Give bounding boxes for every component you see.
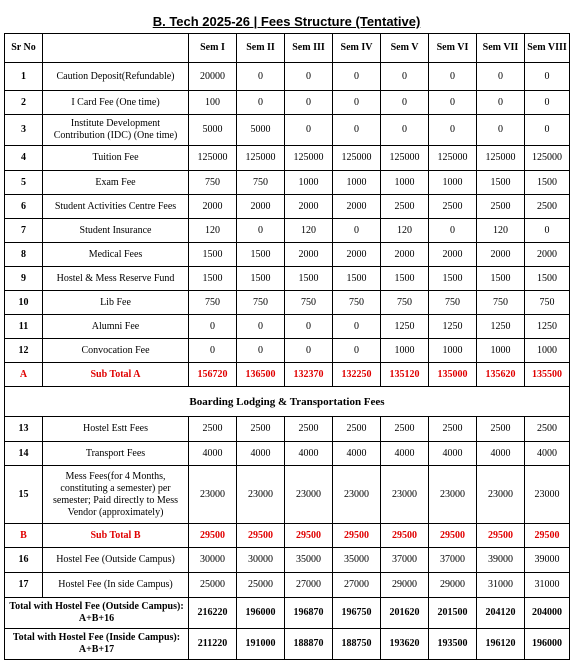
fee-value: 0: [285, 339, 333, 363]
serial-number: 17: [5, 573, 43, 598]
fee-row: [5, 115, 570, 146]
fee-name: Hostel & Mess Reserve Fund: [43, 267, 189, 291]
fee-value: 125000: [333, 146, 381, 171]
fee-row: [5, 291, 570, 315]
fee-value: 750: [189, 171, 237, 195]
fee-value: 120: [477, 219, 525, 243]
fee-value: 750: [333, 291, 381, 315]
fee-value: 2000: [237, 195, 285, 219]
total-value: 188870: [285, 629, 333, 660]
fee-value: 23000: [333, 466, 381, 524]
serial-number: 16: [5, 548, 43, 573]
total-value: 193500: [429, 629, 477, 660]
fee-name: Caution Deposit(Refundable): [43, 63, 189, 91]
fee-row: [5, 442, 570, 466]
fee-row: [5, 63, 570, 91]
fee-value: 125000: [381, 146, 429, 171]
serial-number: 8: [5, 243, 43, 267]
serial-number: 14: [5, 442, 43, 466]
fee-row: [5, 315, 570, 339]
fee-value: 0: [381, 115, 429, 146]
total-row: [5, 598, 570, 629]
subtotal-value: 29500: [429, 524, 477, 548]
fee-value: 0: [237, 315, 285, 339]
fee-value: 1500: [189, 243, 237, 267]
fee-value: 23000: [237, 466, 285, 524]
fee-value: 4000: [237, 442, 285, 466]
fee-value: 2500: [429, 195, 477, 219]
fee-name: Convocation Fee: [43, 339, 189, 363]
subtotal-value: 29500: [477, 524, 525, 548]
fee-value: 25000: [189, 573, 237, 598]
fee-value: 1500: [381, 267, 429, 291]
fee-value: 0: [285, 91, 333, 115]
fee-value: 125000: [237, 146, 285, 171]
fee-value: 1000: [429, 171, 477, 195]
serial-number: 11: [5, 315, 43, 339]
fee-value: 2000: [189, 195, 237, 219]
fee-row: [5, 573, 570, 598]
subtotal-value: 135620: [477, 363, 525, 387]
fee-value: 2000: [477, 243, 525, 267]
subtotal-b-row: [5, 524, 570, 548]
fees-table-body: [5, 34, 570, 660]
fee-value: 750: [429, 291, 477, 315]
fee-value: 2500: [429, 417, 477, 442]
fee-value: 750: [237, 171, 285, 195]
subtotal-value: 135120: [381, 363, 429, 387]
fee-value: 1000: [381, 171, 429, 195]
fee-value: 4000: [189, 442, 237, 466]
fee-value: 1000: [381, 339, 429, 363]
subtotal-value: 135500: [525, 363, 570, 387]
fees-table: [4, 33, 570, 660]
section-header-row: [5, 387, 570, 417]
fee-value: 2500: [477, 195, 525, 219]
total-value: 196000: [237, 598, 285, 629]
fee-value: 750: [237, 291, 285, 315]
subtotal-value: 29500: [237, 524, 285, 548]
fee-value: 25000: [237, 573, 285, 598]
fee-value: 1500: [477, 267, 525, 291]
fee-value: 0: [237, 219, 285, 243]
fee-row: [5, 548, 570, 573]
fee-value: 27000: [285, 573, 333, 598]
fee-value: 1000: [525, 339, 570, 363]
fee-value: 0: [333, 339, 381, 363]
header-semester: Sem III: [285, 34, 333, 63]
fee-row: [5, 466, 570, 524]
fee-value: 120: [189, 219, 237, 243]
fee-value: 0: [333, 91, 381, 115]
fee-value: 125000: [429, 146, 477, 171]
fee-row: [5, 417, 570, 442]
fee-value: 23000: [525, 466, 570, 524]
fee-value: 4000: [333, 442, 381, 466]
serial-number: 1: [5, 63, 43, 91]
fee-value: 5000: [237, 115, 285, 146]
fee-value: 23000: [285, 466, 333, 524]
fee-value: 2500: [189, 417, 237, 442]
total-value: 191000: [237, 629, 285, 660]
subtotal-value: 156720: [189, 363, 237, 387]
total-value: 211220: [189, 629, 237, 660]
fee-value: 1250: [429, 315, 477, 339]
fee-value: 23000: [189, 466, 237, 524]
subtotal-value: 132250: [333, 363, 381, 387]
serial-number: 6: [5, 195, 43, 219]
fee-value: 0: [477, 115, 525, 146]
fee-value: 1500: [525, 171, 570, 195]
fee-value: 29000: [381, 573, 429, 598]
fee-value: 0: [525, 63, 570, 91]
fee-value: 2500: [333, 417, 381, 442]
fee-value: 0: [189, 339, 237, 363]
serial-number: 7: [5, 219, 43, 243]
total-label: Total with Hostel Fee (Outside Campus): A+B+16: [5, 598, 189, 629]
fee-value: 125000: [525, 146, 570, 171]
fee-value: 0: [525, 115, 570, 146]
serial-number: 2: [5, 91, 43, 115]
fee-row: [5, 91, 570, 115]
fee-value: 1000: [477, 339, 525, 363]
fee-value: 20000: [189, 63, 237, 91]
subtotal-sr: B: [5, 524, 43, 548]
serial-number: 15: [5, 466, 43, 524]
fee-value: 2000: [333, 243, 381, 267]
fee-value: 29000: [429, 573, 477, 598]
total-value: 188750: [333, 629, 381, 660]
fee-value: 2500: [381, 195, 429, 219]
total-label: Total with Hostel Fee (Inside Campus): A+B+17: [5, 629, 189, 660]
fee-row: [5, 219, 570, 243]
fee-value: 37000: [381, 548, 429, 573]
fee-value: 120: [285, 219, 333, 243]
total-value: 196870: [285, 598, 333, 629]
fee-name: Student Activities Centre Fees: [43, 195, 189, 219]
fee-value: 0: [429, 63, 477, 91]
subtotal-value: 29500: [381, 524, 429, 548]
total-value: 196120: [477, 629, 525, 660]
fee-value: 2500: [381, 417, 429, 442]
fee-value: 2000: [285, 195, 333, 219]
fee-value: 1000: [429, 339, 477, 363]
fee-name: I Card Fee (One time): [43, 91, 189, 115]
fee-value: 2000: [285, 243, 333, 267]
fee-value: 0: [189, 315, 237, 339]
fee-value: 0: [429, 115, 477, 146]
fee-value: 1000: [285, 171, 333, 195]
fee-value: 0: [429, 91, 477, 115]
fee-value: 2500: [237, 417, 285, 442]
serial-number: 5: [5, 171, 43, 195]
fee-value: 4000: [429, 442, 477, 466]
fee-value: 4000: [285, 442, 333, 466]
fee-row: [5, 171, 570, 195]
fee-value: 1500: [429, 267, 477, 291]
serial-number: 9: [5, 267, 43, 291]
subtotal-value: 29500: [285, 524, 333, 548]
fee-value: 1250: [381, 315, 429, 339]
fee-value: 0: [525, 91, 570, 115]
fee-value: 0: [285, 115, 333, 146]
fee-value: 23000: [381, 466, 429, 524]
fee-value: 2500: [525, 195, 570, 219]
total-value: 196000: [525, 629, 570, 660]
subtotal-value: 29500: [333, 524, 381, 548]
header-sr-no: Sr No: [5, 34, 43, 63]
subtotal-value: 29500: [525, 524, 570, 548]
subtotal-label: Sub Total A: [43, 363, 189, 387]
fee-value: 0: [525, 219, 570, 243]
fee-value: 35000: [285, 548, 333, 573]
fee-row: [5, 267, 570, 291]
fee-value: 1500: [477, 171, 525, 195]
total-value: 193620: [381, 629, 429, 660]
fee-value: 39000: [525, 548, 570, 573]
fee-value: 125000: [477, 146, 525, 171]
total-value: 204000: [525, 598, 570, 629]
section-title: Boarding Lodging & Transportation Fees: [5, 387, 570, 417]
total-row: [5, 629, 570, 660]
fee-value: 4000: [477, 442, 525, 466]
serial-number: 3: [5, 115, 43, 146]
fee-name: Lib Fee: [43, 291, 189, 315]
fee-value: 0: [237, 339, 285, 363]
header-semester: Sem I: [189, 34, 237, 63]
fee-value: 750: [285, 291, 333, 315]
fee-value: 2500: [477, 417, 525, 442]
header-semester: Sem VII: [477, 34, 525, 63]
fee-value: 1250: [525, 315, 570, 339]
fee-value: 0: [381, 63, 429, 91]
subtotal-value: 136500: [237, 363, 285, 387]
fee-value: 1250: [477, 315, 525, 339]
header-semester: Sem V: [381, 34, 429, 63]
fee-value: 2000: [333, 195, 381, 219]
fee-value: 0: [333, 63, 381, 91]
subtotal-label: Sub Total B: [43, 524, 189, 548]
fee-value: 2000: [381, 243, 429, 267]
fee-value: 1500: [525, 267, 570, 291]
fee-name: Transport Fees: [43, 442, 189, 466]
fee-value: 27000: [333, 573, 381, 598]
fee-value: 0: [429, 219, 477, 243]
total-value: 216220: [189, 598, 237, 629]
fee-name: Hostel Fee (Outside Campus): [43, 548, 189, 573]
fee-value: 23000: [429, 466, 477, 524]
fee-value: 125000: [285, 146, 333, 171]
total-value: 201620: [381, 598, 429, 629]
fee-value: 750: [525, 291, 570, 315]
fee-value: 31000: [525, 573, 570, 598]
serial-number: 13: [5, 417, 43, 442]
total-value: 196750: [333, 598, 381, 629]
fee-value: 30000: [189, 548, 237, 573]
fee-value: 0: [237, 91, 285, 115]
subtotal-value: 135000: [429, 363, 477, 387]
fee-value: 30000: [237, 548, 285, 573]
fee-value: 35000: [333, 548, 381, 573]
fee-value: 2000: [525, 243, 570, 267]
serial-number: 10: [5, 291, 43, 315]
fee-value: 2000: [429, 243, 477, 267]
fee-value: 39000: [477, 548, 525, 573]
fee-name: Exam Fee: [43, 171, 189, 195]
fee-name: Hostel Fee (In side Campus): [43, 573, 189, 598]
fee-row: [5, 146, 570, 171]
fee-value: 750: [381, 291, 429, 315]
fee-value: 750: [189, 291, 237, 315]
page-title: B. Tech 2025-26 | Fees Structure (Tentative): [152, 14, 421, 29]
fee-value: 0: [381, 91, 429, 115]
fee-name: Student Insurance: [43, 219, 189, 243]
subtotal-value: 29500: [189, 524, 237, 548]
fee-value: 4000: [525, 442, 570, 466]
header-semester: Sem IV: [333, 34, 381, 63]
subtotal-a-row: [5, 363, 570, 387]
fee-value: 2500: [285, 417, 333, 442]
header-semester: Sem II: [237, 34, 285, 63]
fee-value: 0: [285, 315, 333, 339]
fee-value: 125000: [189, 146, 237, 171]
fee-value: 0: [333, 115, 381, 146]
fee-value: 2500: [525, 417, 570, 442]
fee-value: 1500: [333, 267, 381, 291]
fee-value: 5000: [189, 115, 237, 146]
header-row: [5, 34, 570, 63]
fee-value: 0: [477, 91, 525, 115]
fee-value: 1500: [285, 267, 333, 291]
fee-row: [5, 243, 570, 267]
subtotal-value: 132370: [285, 363, 333, 387]
fee-value: 23000: [477, 466, 525, 524]
total-value: 201500: [429, 598, 477, 629]
fee-value: 4000: [381, 442, 429, 466]
serial-number: 12: [5, 339, 43, 363]
fee-value: 1500: [189, 267, 237, 291]
fee-name: Medical Fees: [43, 243, 189, 267]
subtotal-sr: A: [5, 363, 43, 387]
fee-name: Hostel Estt Fees: [43, 417, 189, 442]
fee-row: [5, 195, 570, 219]
fee-value: 1500: [237, 243, 285, 267]
fee-value: 0: [285, 63, 333, 91]
header-semester: Sem VI: [429, 34, 477, 63]
fee-value: 1000: [333, 171, 381, 195]
total-value: 204120: [477, 598, 525, 629]
fee-value: 0: [237, 63, 285, 91]
fee-name: Mess Fees(for 4 Months, constituting a semester) per semester; Paid directly to Mess Vendor (approximately): [43, 466, 189, 524]
fee-row: [5, 339, 570, 363]
fee-value: 1500: [237, 267, 285, 291]
fee-name: Alumni Fee: [43, 315, 189, 339]
fee-value: 100: [189, 91, 237, 115]
fee-name: Tuition Fee: [43, 146, 189, 171]
fee-value: 0: [333, 219, 381, 243]
fee-value: 31000: [477, 573, 525, 598]
fee-value: 37000: [429, 548, 477, 573]
serial-number: 4: [5, 146, 43, 171]
fee-name: Institute Development Contribution (IDC) (One time): [43, 115, 189, 146]
fee-value: 750: [477, 291, 525, 315]
fee-value: 0: [333, 315, 381, 339]
fee-value: 120: [381, 219, 429, 243]
header-fee-name: [43, 34, 189, 63]
fee-value: 0: [477, 63, 525, 91]
header-semester: Sem VIII: [525, 34, 570, 63]
